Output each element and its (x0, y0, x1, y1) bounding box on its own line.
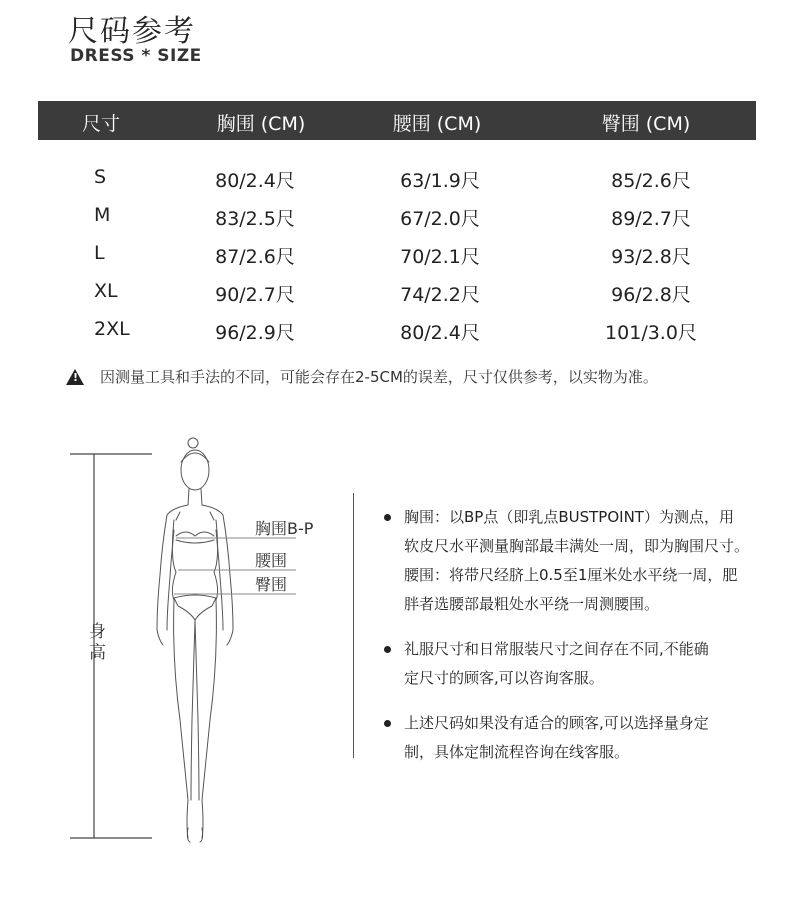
waist-cell: 67/2.0尺 (400, 208, 480, 230)
bust-cell: 83/2.5尺 (215, 208, 295, 230)
body-figure-illustration (0, 420, 360, 850)
warning-icon (66, 369, 84, 385)
bullet-icon (384, 646, 391, 653)
column-header-bust: 胸围 (CM) (216, 113, 306, 135)
hip-cell: 85/2.6尺 (611, 170, 691, 192)
instruction-line: 腰围：将带尺经脐上0.5至1厘米处水平绕一周，肥 (404, 566, 738, 584)
size-table-header (38, 101, 756, 140)
instruction-line: 制，具体定制流程咨询在线客服。 (404, 743, 630, 761)
table-row (0, 204, 790, 234)
instruction-line: 定尺寸的顾客,可以咨询客服。 (404, 669, 604, 687)
size-cell: 2XL (94, 318, 130, 340)
waist-label: 腰围 (255, 551, 288, 570)
page-title: 尺码参考 (68, 14, 196, 49)
instruction-block (384, 635, 784, 693)
bust-cell: 96/2.9尺 (215, 322, 295, 344)
hip-cell: 89/2.7尺 (611, 208, 691, 230)
woman-figure (157, 438, 233, 842)
table-row (0, 280, 790, 310)
instruction-line: 软皮尺水平测量胸部最丰满处一周，即为胸围尺寸。 (404, 537, 750, 555)
size-cell: S (94, 166, 107, 188)
divider-line (353, 493, 354, 758)
measurement-note (66, 366, 658, 387)
instruction-line: 胸围：以BP点（即乳点BUSTPOINT）为测点，用 (404, 508, 734, 526)
note-text: 因测量工具和手法的不同，可能会存在2-5CM的误差，尺寸仅供参考，以实物为准。 (100, 368, 658, 386)
bust-label: 胸围B-P (255, 519, 314, 538)
instruction-block (384, 709, 784, 767)
table-row (0, 318, 790, 348)
instruction-line: 礼服尺寸和日常服装尺寸之间存在不同,不能确 (404, 640, 709, 658)
page-subtitle: DRESS * SIZE (70, 46, 202, 66)
instruction-line: 上述尺码如果没有适合的顾客,可以选择量身定 (404, 714, 709, 732)
column-header-hip: 臀围 (CM) (601, 113, 691, 135)
column-header-waist: 腰围 (CM) (392, 113, 482, 135)
table-row (0, 166, 790, 196)
waist-cell: 70/2.1尺 (400, 246, 480, 268)
instruction-block (384, 503, 784, 619)
bullet-icon (384, 720, 391, 727)
waist-cell: 74/2.2尺 (400, 284, 480, 306)
size-cell: M (94, 204, 111, 226)
bust-cell: 87/2.6尺 (215, 246, 295, 268)
waist-cell: 63/1.9尺 (400, 170, 480, 192)
hip-cell: 96/2.8尺 (611, 284, 691, 306)
table-row (0, 242, 790, 272)
hip-cell: 101/3.0尺 (605, 322, 697, 344)
column-header-size: 尺寸 (81, 113, 121, 135)
height-label: 身高 (85, 622, 105, 664)
waist-cell: 80/2.4尺 (400, 322, 480, 344)
bust-cell: 80/2.4尺 (215, 170, 295, 192)
hip-cell: 93/2.8尺 (611, 246, 691, 268)
instruction-line: 胖者选腰部最粗处水平绕一周测腰围。 (404, 595, 660, 613)
bust-cell: 90/2.7尺 (215, 284, 295, 306)
size-cell: XL (94, 280, 118, 302)
bullet-icon (384, 514, 391, 521)
hip-label: 臀围 (255, 575, 288, 594)
size-cell: L (94, 242, 105, 264)
